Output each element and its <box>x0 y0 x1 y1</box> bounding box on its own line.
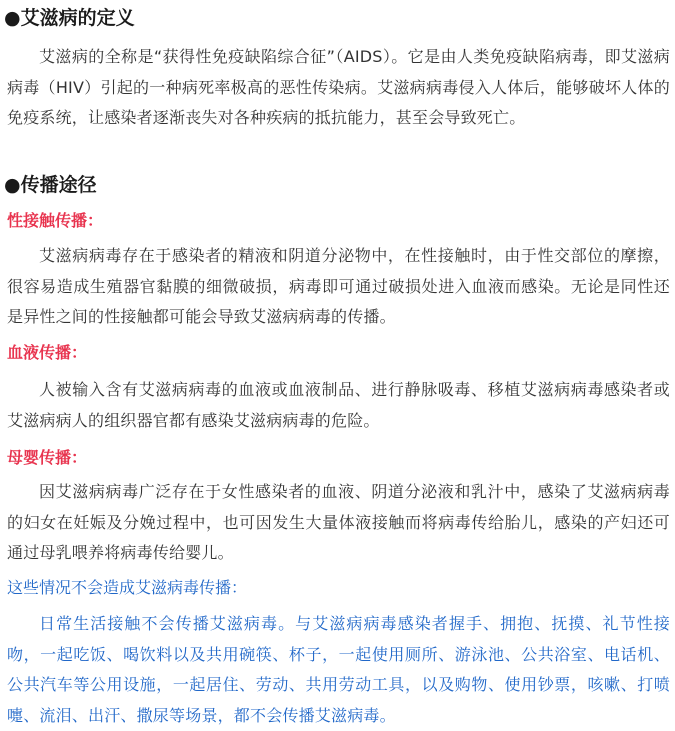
no-transmission-title: 这些情况不会造成艾滋病毒传播： <box>7 578 248 597</box>
definition-paragraph: 艾滋病的全称是“获得性免疫缺陷综合征”（AIDS）。它是由人类免疫缺陷病毒，即艾滋病病毒（HIV）引起的一种病死率极高的恶性传染病。艾滋病病毒侵入人体后，能够破坏人体的免疫系统，让感染者逐渐丧失对各种疾病的抵抗能力，甚至会导致死亡。 <box>7 47 670 127</box>
no-transmission-paragraph: 日常生活接触不会传播艾滋病毒。与艾滋病病毒感染者握手、拥抱、抚摸、礼节性接吻，一起吃饭、喝饮料以及共用碗筷、杯子，一起使用厕所、游泳池、公共浴室、电话机、公共汽车等公用设施，一起居住、劳动、共用劳动工具，以及购物、使用钞票，咳嗽、打喷嚏、流泪、出汗、撒尿等场景，都不会传播艾滋病毒。 <box>7 614 670 725</box>
mother-infant-transmission-title: 母婴传播： <box>7 448 88 467</box>
blood-transmission-paragraph: 人被输入含有艾滋病病毒的血液或血液制品、进行静脉吸毒、移植艾滋病病毒感染者或艾滋病病人的组织器官都有感染艾滋病病毒的危险。 <box>7 380 670 430</box>
sexual-transmission-title: 性接触传播： <box>7 211 104 230</box>
blood-transmission-title: 血液传播： <box>7 343 88 362</box>
transmission-heading: ●传播途径 <box>4 174 97 196</box>
mother-infant-transmission-paragraph: 因艾滋病病毒广泛存在于女性感染者的血液、阴道分泌液和乳汁中，感染了艾滋病病毒的妇女在妊娠及分娩过程中，也可因发生大量体液接触而将病毒传给胎儿，感染的产妇还可通过母乳喂养将病毒传给婴儿。 <box>7 482 670 562</box>
sexual-transmission-paragraph: 艾滋病病毒存在于感染者的精液和阴道分泌物中，在性接触时，由于性交部位的摩擦，很容易造成生殖器官黏膜的细微破损，病毒即可通过破损处进入血液而感染。无论是同性还是异性之间的性接触都可能会导致艾滋病病毒的传播。 <box>7 246 670 326</box>
definition-heading: ●艾滋病的定义 <box>4 7 135 29</box>
